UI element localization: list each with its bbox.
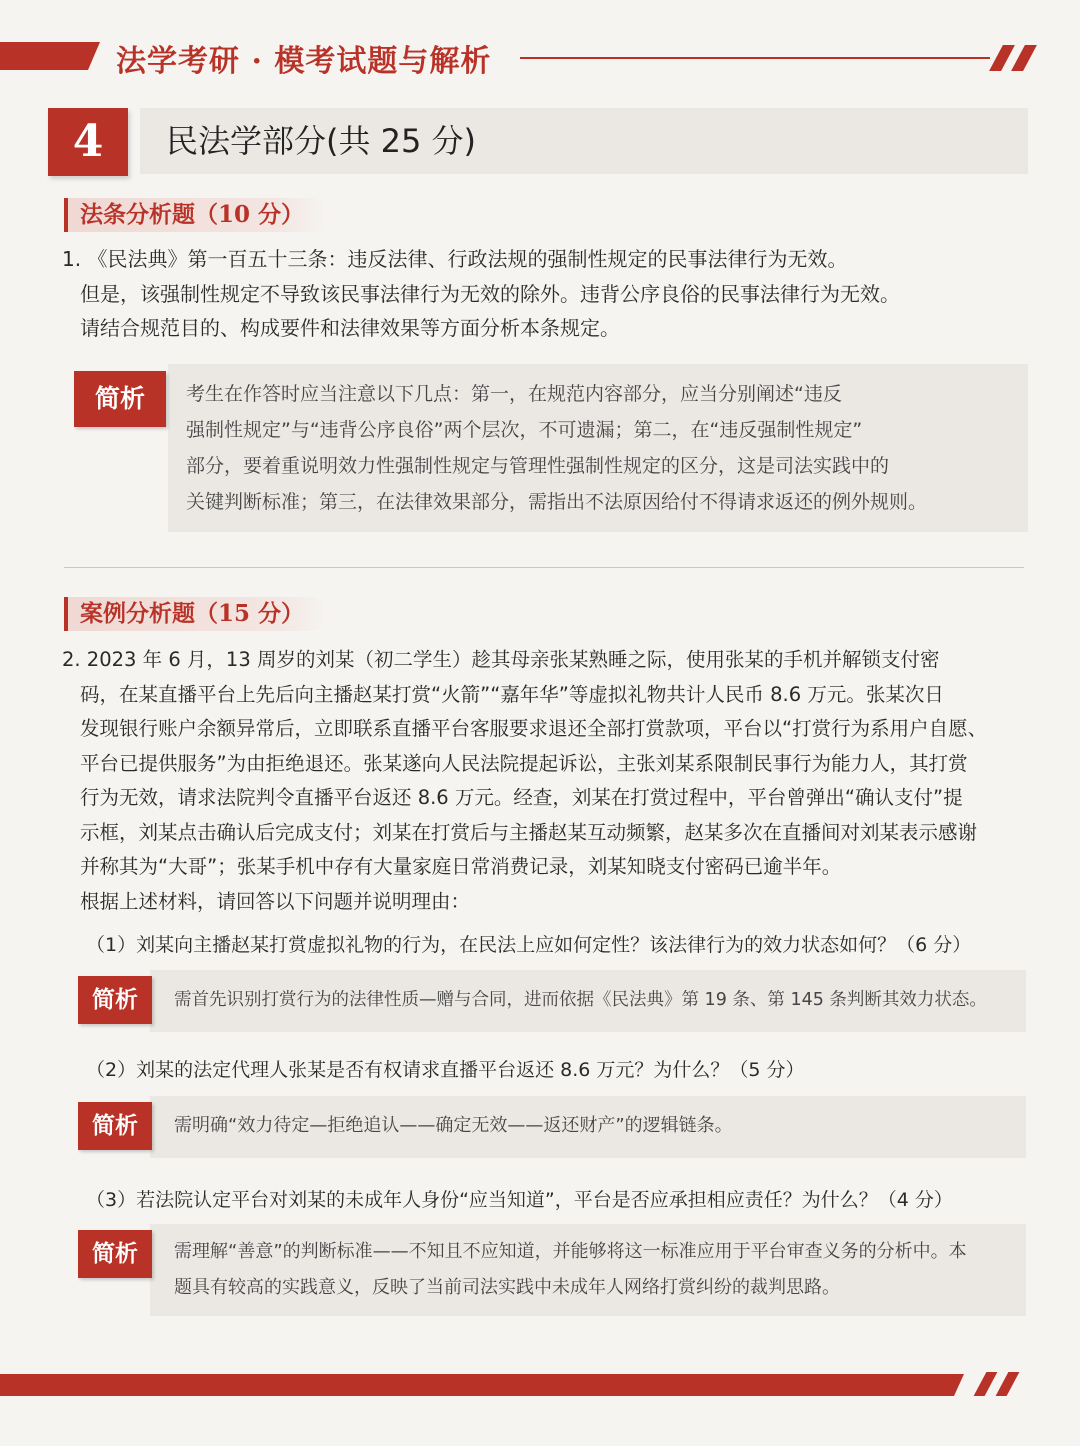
question-line: 1. 《民法典》第一百五十三条：违反法律、行政法规的强制性规定的民事法律行为无效。 (62, 247, 848, 271)
sub2-analysis-text: 需明确“效力待定—拒绝追认——确定无效——返还财产”的逻辑链条。 (174, 1115, 733, 1136)
footer-slash-2 (996, 1372, 1020, 1396)
footer-accent-bar (0, 1374, 964, 1396)
sub-question-3: （3）若法院认定平台对刘某的未成年人身份“应当知道”，平台是否应承担相应责任？为什么？（4 分） (86, 1189, 953, 1211)
analysis-badge: 简析 (78, 976, 152, 1024)
question-line: 请结合规范目的、构成要件和法律效果等方面分析本条规定。 (80, 316, 620, 340)
header-rule (520, 57, 990, 59)
part1-heading: 法条分析题（10 分） (64, 198, 328, 232)
question-line: 并称其为“大哥”；张某手机中存有大量家庭日常消费记录，刘某知晓支付密码已逾半年。 (80, 855, 842, 878)
section-divider (64, 567, 1024, 568)
analysis-line: 考生在作答时应当注意以下几点：第一，在规范内容部分，应当分别阐述“违反 (186, 383, 842, 405)
analysis-badge: 简析 (74, 371, 166, 427)
part1-question (62, 242, 1042, 346)
part2-question (62, 643, 1052, 919)
analysis-badge: 简析 (78, 1102, 152, 1150)
question-line: 示框，刘某点击确认后完成支付；刘某在打赏后与主播赵某互动频繁，赵某多次在直播间对刘某表示感谢 (80, 820, 978, 844)
header-slash-1 (989, 45, 1015, 71)
header-title: 法学考研 · 模考试题与解析 (116, 44, 492, 79)
question-line: 但是，该强制性规定不导致该民事法律行为无效的除外。违背公序良俗的民事法律行为无效。 (80, 281, 900, 306)
question-line: 码，在某直播平台上先后向主播赵某打赏“火箭”“嘉年华”等虚拟礼物共计人民币 8.6 万元。张某次日 (80, 682, 944, 706)
question-line: 平台已提供服务”为由拒绝退还。张某遂向人民法院提起诉讼，主张刘某系限制民事行为能力人，其打赏 (80, 751, 968, 775)
sub3-analysis-text (174, 1234, 1024, 1306)
sub1-analysis-text: 需首先识别打赏行为的法律性质—赠与合同，进而依据《民法典》第 19 条、第 145 条判断其效力状态。 (174, 990, 987, 1010)
part1-analysis-text (186, 376, 1026, 520)
analysis-line: 强制性规定”与“违背公序良俗”两个层次，不可遗漏；第二，在“违反强制性规定” (186, 419, 863, 441)
analysis-line: 题具有较高的实践意义，反映了当前司法实践中未成年人网络打赏纠纷的裁判思路。 (174, 1277, 840, 1298)
analysis-line: 部分，要着重说明效力性强制性规定与管理性强制性规定的区分，这是司法实践中的 (186, 455, 890, 477)
header-slash-2 (1011, 45, 1037, 71)
sub-question-1: （1）刘某向主播赵某打赏虚拟礼物的行为，在民法上应如何定性？该法律行为的效力状态如何？（6 分） (86, 934, 972, 956)
analysis-line: 需理解“善意”的判断标准——不知且不应知道，并能够将这一标准应用于平台审查义务的分析中。本 (174, 1241, 967, 1262)
footer-slash-1 (974, 1372, 998, 1396)
question-line: 发现银行账户余额异常后，立即联系直播平台客服要求退还全部打赏款项，平台以“打赏行为系用户自愿、 (80, 717, 988, 740)
section-title: 民法学部分(共 25 分) (166, 122, 477, 160)
question-line: 行为无效，请求法院判令直播平台返还 8.6 万元。经查，刘某在打赏过程中，平台曾弹出“确认支付”提 (80, 786, 963, 809)
section-number: 4 (48, 108, 128, 176)
sub-question-2: （2）刘某的法定代理人张某是否有权请求直播平台返还 8.6 万元？为什么？（5 分） (86, 1059, 805, 1081)
analysis-badge: 简析 (78, 1230, 152, 1278)
question-line: 根据上述材料，请回答以下问题并说明理由： (80, 889, 471, 913)
question-line: 2. 2023 年 6 月，13 周岁的刘某（初二学生）趁其母亲张某熟睡之际，使用张某的手机并解锁支付密 (62, 648, 940, 671)
analysis-line: 关键判断标准；第三，在法律效果部分，需指出不法原因给付不得请求返还的例外规则。 (186, 491, 928, 513)
header-accent-bar (0, 42, 100, 70)
part2-heading: 案例分析题（15 分） (64, 597, 328, 631)
